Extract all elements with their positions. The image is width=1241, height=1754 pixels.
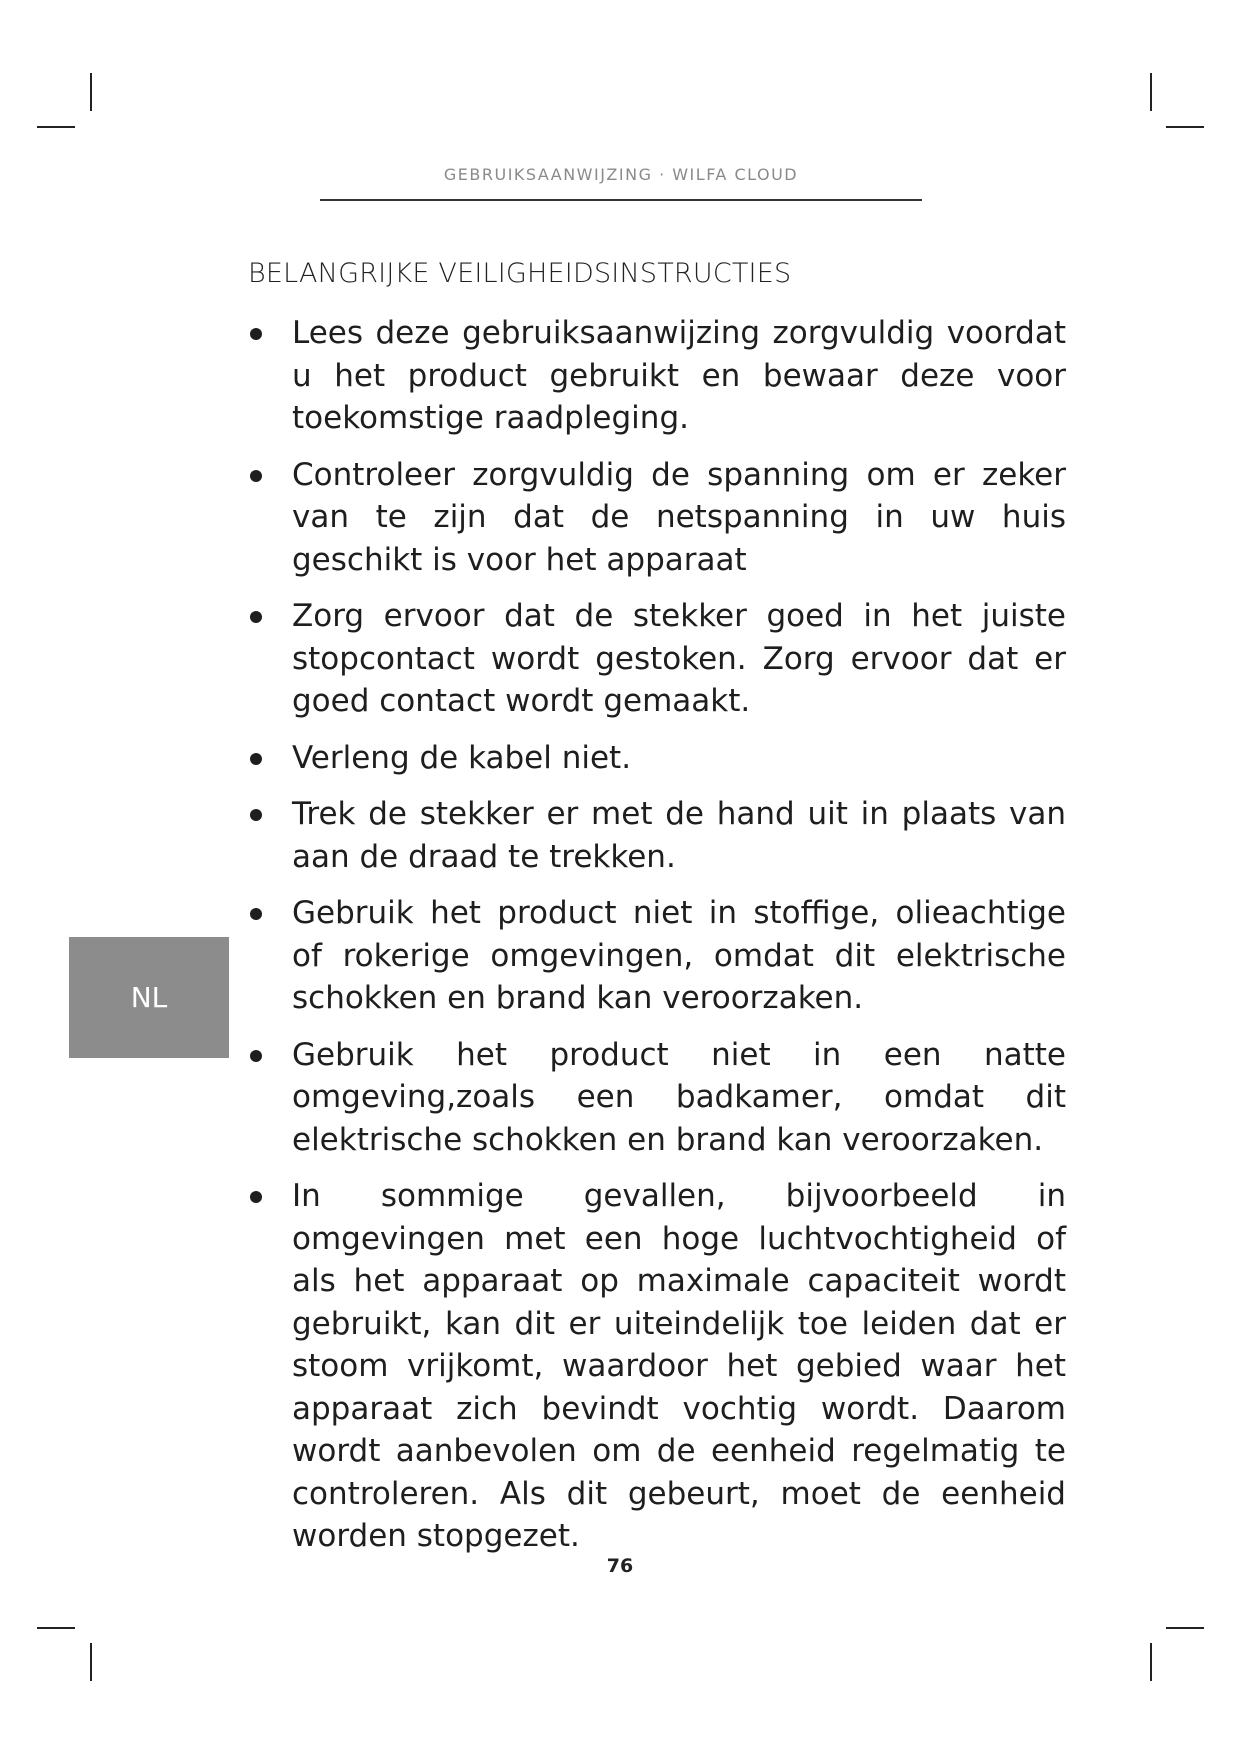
instruction-item xyxy=(248,312,1066,440)
page-number: 76 xyxy=(606,1555,634,1577)
bullet-icon xyxy=(250,809,262,821)
instruction-item xyxy=(248,595,1066,723)
language-tab-label: NL xyxy=(130,981,168,1014)
bullet-icon xyxy=(250,611,262,623)
bullet-icon xyxy=(250,1191,262,1203)
instruction-item xyxy=(248,793,1066,878)
instruction-text: Gebruik het product niet in stoffige, olieachtige of rokerige omgevingen, omdat dit elektrische schokken en brand kan veroorzaken. xyxy=(292,895,1066,1016)
instruction-text: Trek de stekker er met de hand uit in plaats van aan de draad te trekken. xyxy=(292,796,1066,875)
instruction-item xyxy=(248,737,1066,780)
header-divider xyxy=(320,199,922,201)
bullet-icon xyxy=(250,470,262,482)
language-tab xyxy=(69,937,229,1058)
crop-mark-bottom-right-h xyxy=(1166,1627,1204,1629)
crop-mark-bottom-left-h xyxy=(37,1627,75,1629)
crop-mark-top-left-v xyxy=(90,73,92,111)
running-header: GEBRUIKSAANWIJZING · WILFA CLOUD xyxy=(443,165,799,184)
bullet-icon xyxy=(250,1050,262,1062)
instruction-text: Controleer zorgvuldig de spanning om er zeker van te zijn dat de netspanning in uw huis geschikt is voor het apparaat xyxy=(292,456,1066,578)
crop-mark-top-left-h xyxy=(37,126,75,128)
instruction-item xyxy=(248,454,1066,582)
instruction-text: Verleng de kabel niet. xyxy=(292,739,632,776)
crop-mark-top-right-h xyxy=(1166,126,1204,128)
bullet-icon xyxy=(250,753,262,765)
bullet-icon xyxy=(250,328,262,340)
instruction-item xyxy=(248,1034,1066,1162)
instruction-text: In sommige gevallen, bijvoorbeeld in omgevingen met een hoge luchtvochtigheid of als het apparaat op maximale capaciteit wordt gebruikt, kan dit er uiteindelijk toe leiden dat er stoom vrijkomt, waardoor het gebied waar het apparaat zich bevindt vochtig wordt. Daarom wordt aanbevolen om de eenheid regelmatig te controleren. Als dit gebeurt, moet de eenheid worden stopgezet. xyxy=(292,1178,1066,1554)
crop-mark-bottom-left-v xyxy=(90,1643,92,1681)
crop-mark-bottom-right-v xyxy=(1150,1643,1152,1681)
instruction-text: Zorg ervoor dat de stekker goed in het juiste stopcontact wordt gestoken. Zorg ervoor dat er goed contact wordt gemaakt. xyxy=(292,598,1066,719)
instruction-text: Lees deze gebruiksaanwijzing zorgvuldig voordat u het product gebruikt en bewaar deze voor toekomstige raadpleging. xyxy=(292,315,1066,436)
section-title: BELANGRIJKE VEILIGHEIDSINSTRUCTIES xyxy=(248,258,792,289)
crop-mark-top-right-v xyxy=(1150,73,1152,111)
safety-instructions-list xyxy=(248,312,1066,1572)
instruction-item xyxy=(248,1175,1066,1558)
instruction-text: Gebruik het product niet in een natte omgeving,zoals een badkamer, omdat dit elektrische schokken en brand kan veroorzaken. xyxy=(292,1036,1066,1158)
bullet-icon xyxy=(250,908,262,920)
instruction-item xyxy=(248,892,1066,1020)
